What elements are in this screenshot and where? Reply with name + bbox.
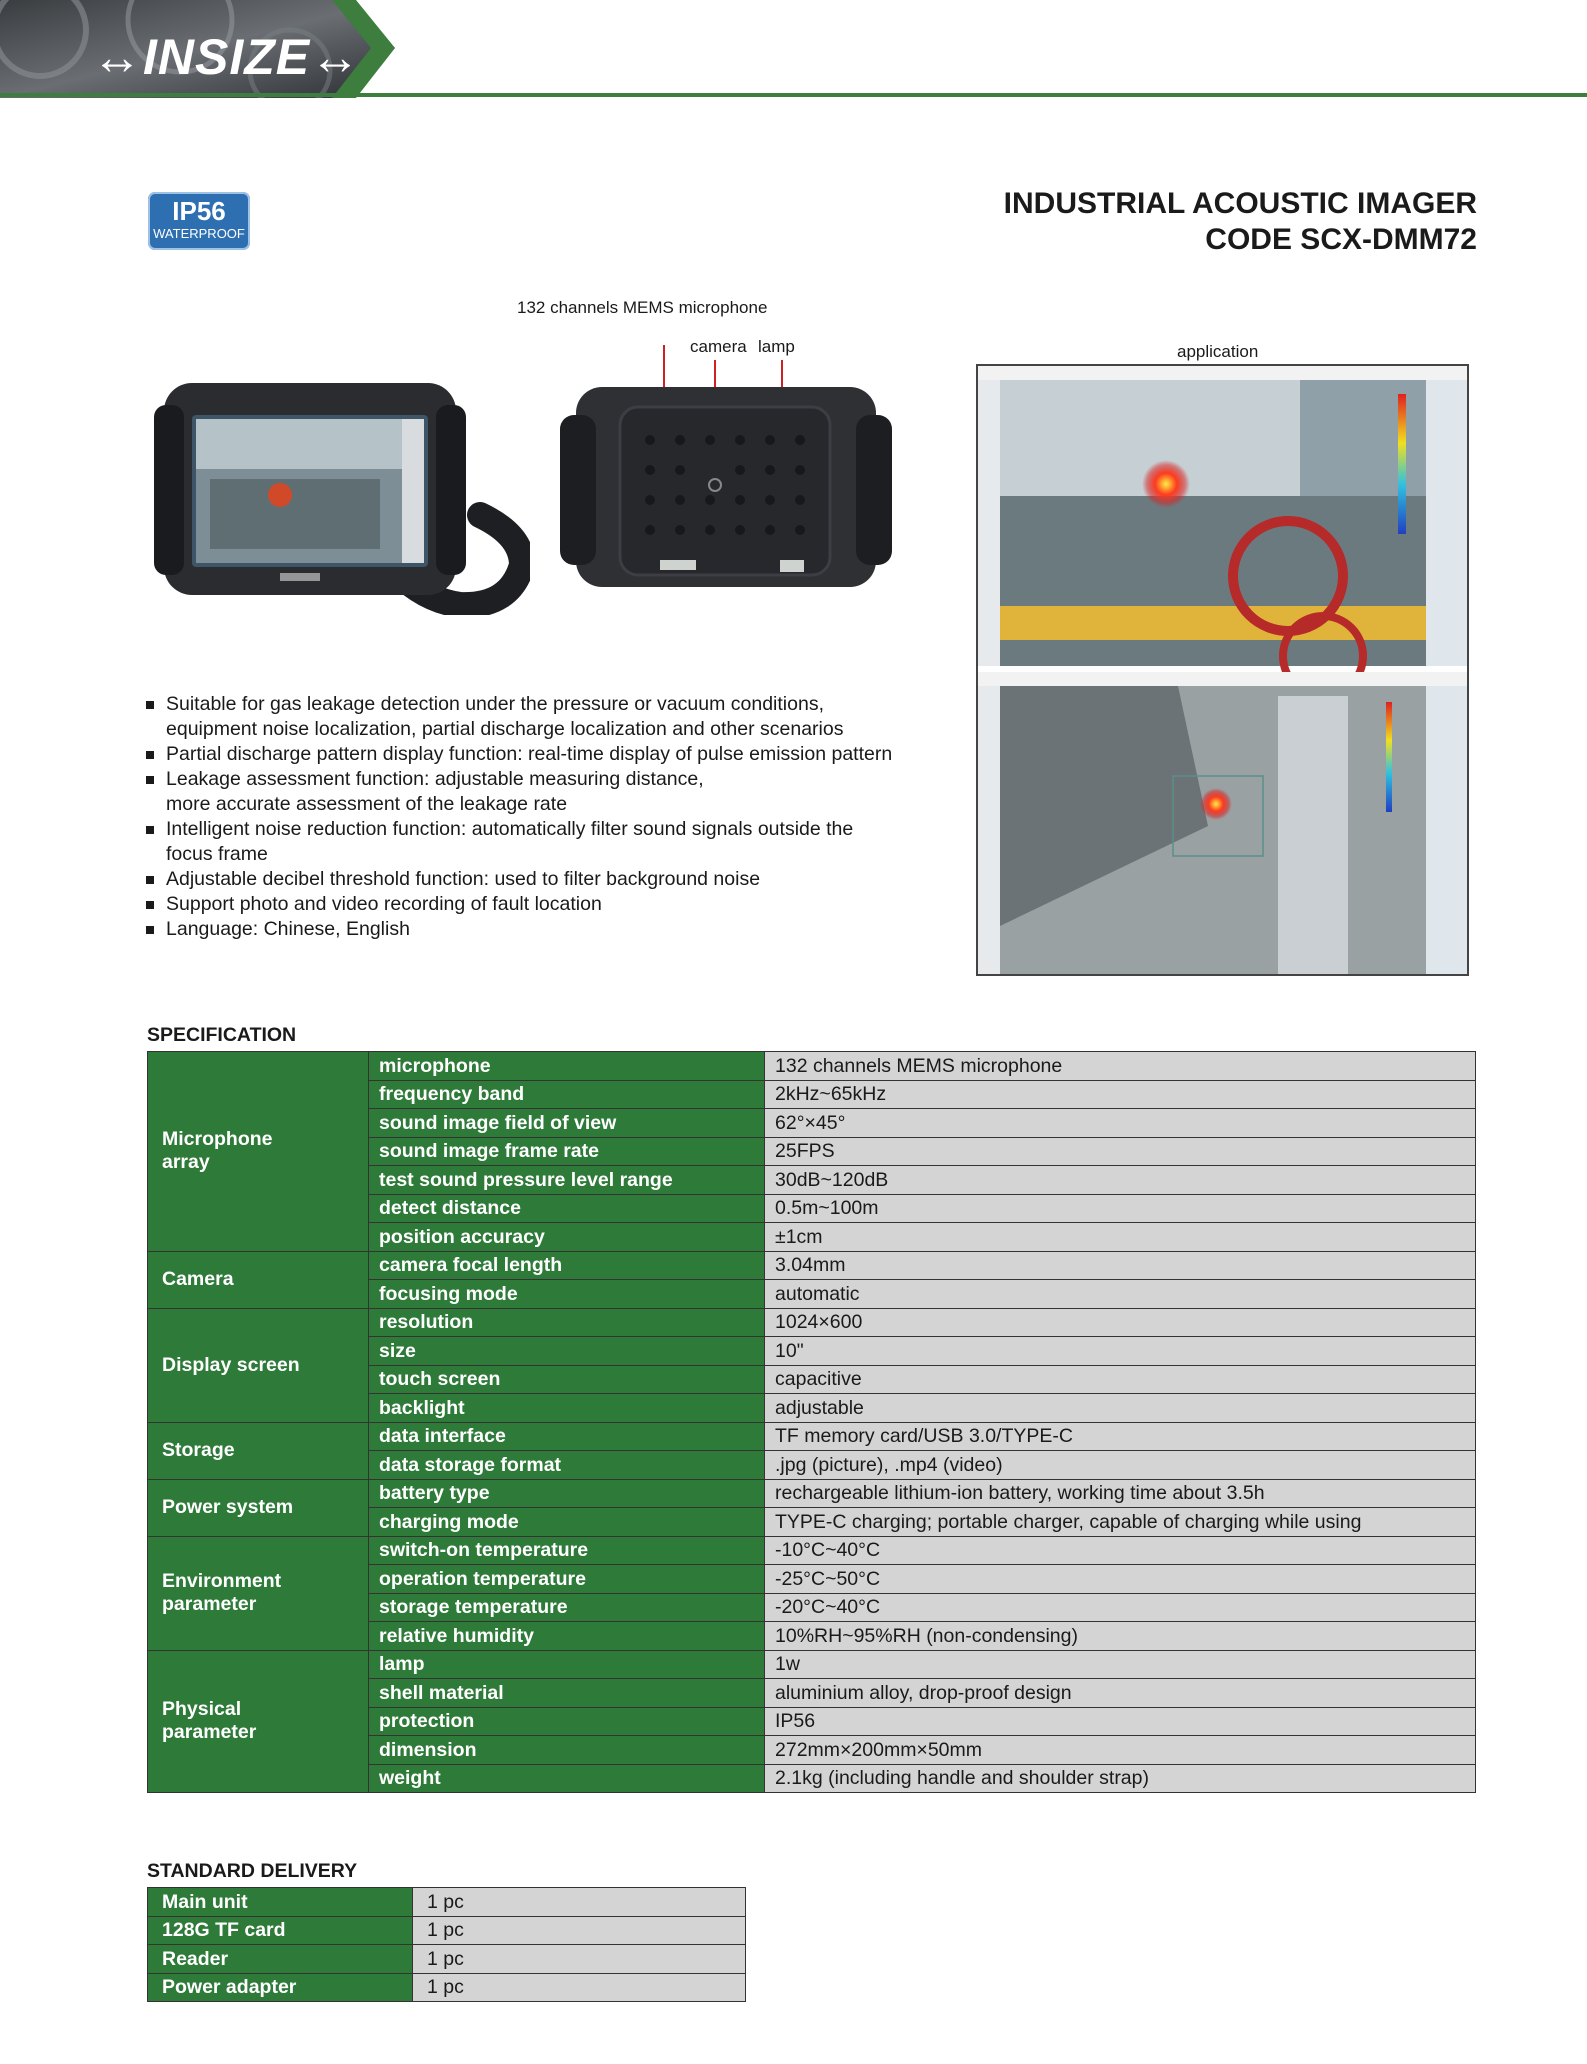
spec-value: 272mm×200mm×50mm xyxy=(765,1736,1476,1765)
product-code: CODE SCX-DMM72 xyxy=(1205,223,1477,256)
feature-list xyxy=(146,692,946,942)
spec-value: -25°C~50°C xyxy=(765,1565,1476,1594)
spec-row xyxy=(148,1650,1476,1679)
spec-group-label: Storage xyxy=(148,1422,369,1479)
spec-parameter: storage temperature xyxy=(369,1593,765,1622)
spec-value: 1w xyxy=(765,1650,1476,1679)
delivery-row xyxy=(148,1945,746,1974)
feature-item: Partial discharge pattern display function: real-time display of pulse emission pattern xyxy=(146,742,946,767)
spec-parameter: resolution xyxy=(369,1308,765,1337)
spec-parameter: detect distance xyxy=(369,1194,765,1223)
spec-parameter: size xyxy=(369,1337,765,1366)
callout-microphone: 132 channels MEMS microphone xyxy=(517,298,768,317)
spec-group-label: Physical parameter xyxy=(148,1650,369,1793)
specification-table xyxy=(147,1051,1476,1793)
spec-value: 62°×45° xyxy=(765,1109,1476,1138)
badge-label: WATERPROOF xyxy=(153,226,245,241)
feature-item: Suitable for gas leakage detection under the pressure or vacuum conditions, equipment noise localization, partial discharge localization and other scenarios xyxy=(146,692,946,742)
callout-camera: camera xyxy=(690,337,747,356)
callout-lamp: lamp xyxy=(758,337,795,356)
specification-title: SPECIFICATION xyxy=(147,1024,297,1046)
spec-parameter: microphone xyxy=(369,1052,765,1081)
spec-parameter: shell material xyxy=(369,1679,765,1708)
device-back-image xyxy=(560,345,895,605)
spec-parameter: battery type xyxy=(369,1479,765,1508)
spec-group-label: Camera xyxy=(148,1251,369,1308)
delivery-row xyxy=(148,1916,746,1945)
spec-value: 10" xyxy=(765,1337,1476,1366)
delivery-item: Main unit xyxy=(148,1888,413,1917)
spec-value: 2.1kg (including handle and shoulder strap) xyxy=(765,1764,1476,1793)
spec-parameter: data interface xyxy=(369,1422,765,1451)
spec-value: 30dB~120dB xyxy=(765,1166,1476,1195)
spec-parameter: focusing mode xyxy=(369,1280,765,1309)
spec-parameter: frequency band xyxy=(369,1080,765,1109)
delivery-item: Reader xyxy=(148,1945,413,1974)
feature-item: Language: Chinese, English xyxy=(146,917,946,942)
application-image xyxy=(978,366,1467,974)
spec-row xyxy=(148,1536,1476,1565)
page-header xyxy=(0,0,1587,98)
spec-parameter: weight xyxy=(369,1764,765,1793)
product-name: INDUSTRIAL ACOUSTIC IMAGER xyxy=(1003,187,1477,220)
delivery-quantity: 1 pc xyxy=(413,1945,746,1974)
delivery-quantity: 1 pc xyxy=(413,1916,746,1945)
spec-parameter: backlight xyxy=(369,1394,765,1423)
feature-item: Intelligent noise reduction function: automatically filter sound signals outside the focus frame xyxy=(146,817,946,867)
spec-row xyxy=(148,1251,1476,1280)
spec-group-label: Environment parameter xyxy=(148,1536,369,1650)
spec-value: 3.04mm xyxy=(765,1251,1476,1280)
header-rule xyxy=(0,93,1587,97)
delivery-table xyxy=(147,1887,746,2002)
spec-value: automatic xyxy=(765,1280,1476,1309)
spec-parameter: sound image field of view xyxy=(369,1109,765,1138)
spec-group-label: Display screen xyxy=(148,1308,369,1422)
spec-parameter: charging mode xyxy=(369,1508,765,1537)
spec-parameter: switch-on temperature xyxy=(369,1536,765,1565)
spec-value: TF memory card/USB 3.0/TYPE-C xyxy=(765,1422,1476,1451)
spec-value: -10°C~40°C xyxy=(765,1536,1476,1565)
spec-value: capacitive xyxy=(765,1365,1476,1394)
spec-value: .jpg (picture), .mp4 (video) xyxy=(765,1451,1476,1480)
spec-value: aluminium alloy, drop-proof design xyxy=(765,1679,1476,1708)
spec-parameter: camera focal length xyxy=(369,1251,765,1280)
spec-parameter: sound image frame rate xyxy=(369,1137,765,1166)
delivery-row xyxy=(148,1888,746,1917)
spec-parameter: position accuracy xyxy=(369,1223,765,1252)
badge-rating: IP56 xyxy=(172,196,226,226)
delivery-title: STANDARD DELIVERY xyxy=(147,1860,358,1882)
spec-parameter: operation temperature xyxy=(369,1565,765,1594)
delivery-item: 128G TF card xyxy=(148,1916,413,1945)
spec-value: TYPE-C charging; portable charger, capable of charging while using xyxy=(765,1508,1476,1537)
insize-logo: ↔INSIZE↔ xyxy=(92,29,362,85)
spec-value: 10%RH~95%RH (non-condensing) xyxy=(765,1622,1476,1651)
spec-parameter: data storage format xyxy=(369,1451,765,1480)
spec-value: 2kHz~65kHz xyxy=(765,1080,1476,1109)
feature-item: Adjustable decibel threshold function: used to filter background noise xyxy=(146,867,946,892)
spec-value: ±1cm xyxy=(765,1223,1476,1252)
device-front-image xyxy=(150,375,530,615)
spec-row xyxy=(148,1479,1476,1508)
spec-row xyxy=(148,1052,1476,1081)
spec-value: rechargeable lithium-ion battery, working time about 3.5h xyxy=(765,1479,1476,1508)
spec-value: -20°C~40°C xyxy=(765,1593,1476,1622)
feature-item: Leakage assessment function: adjustable measuring distance, more accurate assessment of the leakage rate xyxy=(146,767,946,817)
spec-parameter: protection xyxy=(369,1707,765,1736)
spec-parameter: lamp xyxy=(369,1650,765,1679)
spec-parameter: dimension xyxy=(369,1736,765,1765)
ip56-badge xyxy=(148,192,250,250)
spec-group-label: Power system xyxy=(148,1479,369,1536)
delivery-row xyxy=(148,1973,746,2002)
spec-value: 1024×600 xyxy=(765,1308,1476,1337)
spec-parameter: test sound pressure level range xyxy=(369,1166,765,1195)
spec-value: IP56 xyxy=(765,1707,1476,1736)
spec-row xyxy=(148,1422,1476,1451)
spec-group-label: Microphone array xyxy=(148,1052,369,1252)
spec-value: 25FPS xyxy=(765,1137,1476,1166)
delivery-quantity: 1 pc xyxy=(413,1973,746,2002)
spec-parameter: relative humidity xyxy=(369,1622,765,1651)
spec-row xyxy=(148,1308,1476,1337)
spec-value: adjustable xyxy=(765,1394,1476,1423)
spec-value: 0.5m~100m xyxy=(765,1194,1476,1223)
application-screenshots xyxy=(976,364,1469,976)
delivery-item: Power adapter xyxy=(148,1973,413,2002)
application-label: application xyxy=(1177,342,1259,361)
feature-item: Support photo and video recording of fault location xyxy=(146,892,946,917)
delivery-quantity: 1 pc xyxy=(413,1888,746,1917)
spec-value: 132 channels MEMS microphone xyxy=(765,1052,1476,1081)
spec-parameter: touch screen xyxy=(369,1365,765,1394)
product-title xyxy=(1004,186,1477,258)
